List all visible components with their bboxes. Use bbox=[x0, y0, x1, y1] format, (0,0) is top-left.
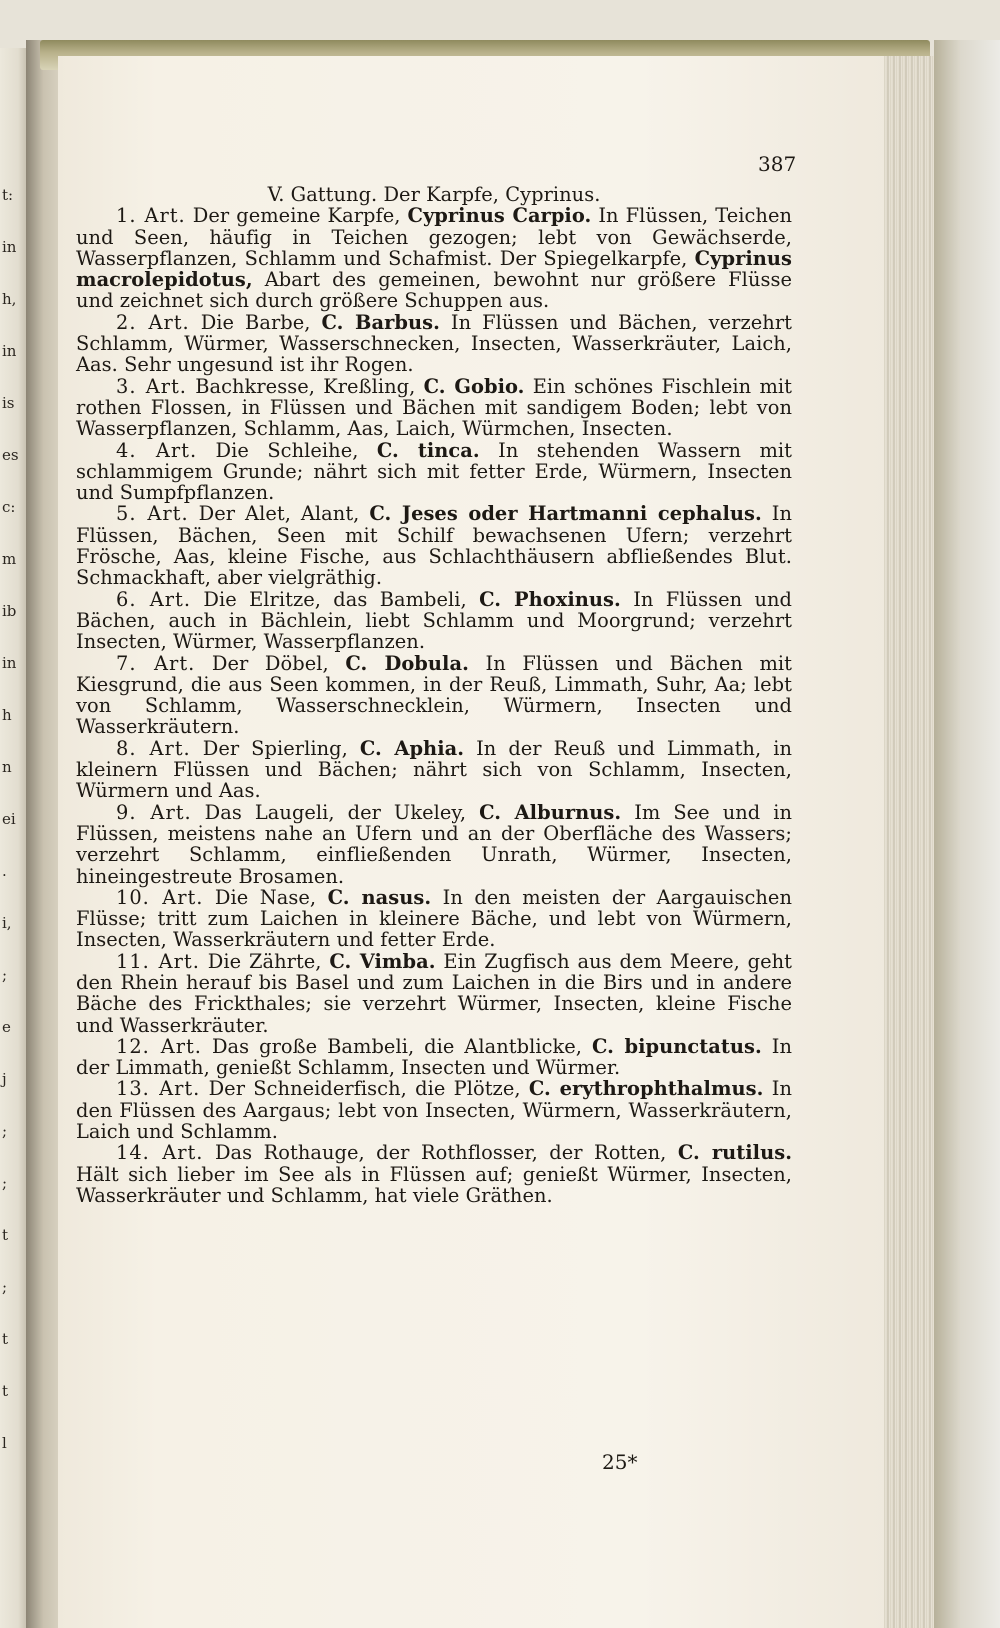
left-page-fragment: c: bbox=[2, 498, 16, 516]
latin-name: C. Alburnus. bbox=[479, 800, 622, 824]
latin-name: C. erythrophthalmus. bbox=[528, 1077, 764, 1101]
latin-name: C. Vimba. bbox=[329, 949, 436, 973]
species-name: Die Elritze, das Bambeli, bbox=[203, 587, 467, 611]
species-name: Der Schneiderfisch, die Plötze, bbox=[208, 1077, 521, 1101]
species-name: Die Zährte, bbox=[207, 949, 322, 973]
left-page-fragment: h bbox=[2, 706, 12, 724]
latin-name: C. Barbus. bbox=[321, 310, 440, 334]
article-paragraph bbox=[76, 887, 792, 951]
left-page-fragment: t bbox=[2, 1330, 9, 1348]
article-number: 9. Art. bbox=[116, 800, 192, 824]
article-list bbox=[76, 205, 792, 1206]
article-paragraph bbox=[76, 376, 792, 440]
article-paragraph bbox=[76, 738, 792, 802]
article-paragraph bbox=[76, 1142, 792, 1206]
article-paragraph bbox=[76, 440, 792, 504]
species-description: In Flüssen und Bächen, auch in Bächlein, liebt Schlamm und Moorgrund; verzehrt Insecten, Würmer, Wasserpflanzen. bbox=[76, 587, 793, 654]
species-description: In Flüssen, Bächen, Seen mit Schilf bewachsenen Ufern; verzehrt Frösche, Aas, kleine Fische, aus Schlachthäusern abfließendes Blut. Schmackhaft, aber vielgräthig. bbox=[76, 502, 792, 590]
page-number: 387 bbox=[758, 152, 797, 176]
species-name: Der Alet, Alant, bbox=[198, 502, 360, 526]
latin-name: C. Gobio. bbox=[423, 374, 525, 398]
article-paragraph bbox=[76, 503, 792, 588]
left-page-fragment: t bbox=[2, 1382, 9, 1400]
species-description: In Flüssen, Teichen und Seen, häufig in Teichen gezogen; lebt von Gewächserde, Wasserpflanzen, Schlamm und Schafmist. Der Spiegelkarpfe, bbox=[76, 204, 793, 270]
article-paragraph bbox=[76, 802, 792, 887]
species-name: Die Nase, bbox=[214, 885, 317, 909]
left-page-fragment: m bbox=[2, 550, 17, 568]
species-description: In der Reuß und Limmath, in kleinern Flüssen und Bächen; nährt sich von Schlamm, Insecten, Würmern und Aas. bbox=[76, 736, 792, 803]
left-page-fragment: ; bbox=[2, 966, 8, 984]
left-page-fragment: is bbox=[2, 394, 15, 412]
left-page-fragment: in bbox=[2, 238, 17, 256]
species-description: Ein Zugfisch aus dem Meere, geht den Rhein herauf bis Basel und zum Laichen in die Birs und in andere Bäche des Frickthales; sie verzehrt Würmer, Insecten, kleine Fische und Wasserkräuter. bbox=[76, 949, 793, 1037]
signature-mark: 25* bbox=[602, 1450, 638, 1474]
species-description: In den meisten der Aargauischen Flüsse; tritt zum Laichen in kleinere Bäche, und lebt von Würmern, Insecten, Wasserkräutern und fetter Erde. bbox=[76, 885, 792, 952]
left-page-fragment: ; bbox=[2, 1122, 8, 1140]
species-name: Der gemeine Karpfe, bbox=[192, 204, 401, 228]
article-number: 6. Art. bbox=[116, 587, 192, 611]
left-page-fragment: l bbox=[2, 1434, 7, 1452]
left-page-fragment: h, bbox=[2, 290, 17, 308]
article-paragraph bbox=[76, 951, 792, 1036]
left-page-fragment: j bbox=[2, 1070, 7, 1088]
left-page-fragment: in bbox=[2, 342, 17, 360]
left-page-fragment: n bbox=[2, 758, 12, 776]
species-description: In stehenden Wassern mit schlammigem Grunde; nährt sich mit fetter Erde, Würmern, Insecten und Sumpfpflanzen. bbox=[76, 438, 792, 505]
article-number: 13. Art. bbox=[116, 1077, 201, 1101]
species-name: Das große Bambeli, die Alantblicke, bbox=[211, 1034, 583, 1058]
species-description: In der Limmath, genießt Schlamm, Insecten und Würmer. bbox=[76, 1034, 793, 1080]
article-paragraph bbox=[76, 653, 792, 738]
latin-name: Cyprinus Carpio. bbox=[407, 204, 592, 228]
left-page-fragment: t: bbox=[2, 186, 14, 204]
article-paragraph bbox=[76, 589, 792, 653]
article-number: 4. Art. bbox=[116, 438, 198, 462]
genus-heading: V. Gattung. Der Karpfe, Cyprinus. bbox=[267, 183, 601, 206]
species-description: In Flüssen und Bächen mit Kiesgrund, die aus Seen kommen, in der Reuß, Limmath, Suhr, Aa; lebt von Schlamm, Wasserschnecklein, Würmern, Insecten und Wasserkräutern. bbox=[76, 651, 793, 739]
species-name: Das Rothauge, der Rothflosser, der Rotten, bbox=[214, 1141, 667, 1165]
species-description: In Flüssen und Bächen, verzehrt Schlamm, Würmer, Wasserschnecken, Insecten, Wasserkräuter, Laich, Aas. Sehr ungesund ist ihr Rogen. bbox=[76, 310, 792, 377]
species-name: Das Laugeli, der Ukeley, bbox=[204, 800, 467, 824]
species-description: Hält sich lieber im See als in Flüssen auf; genießt Würmer, Insecten, Wasserkräuter und Schlamm, hat viele Gräthen. bbox=[76, 1162, 792, 1207]
article-number: 7. Art. bbox=[116, 651, 196, 675]
left-page-fragment: ; bbox=[2, 1278, 8, 1296]
latin-name-secondary: Cyprinus macrolepidotus, bbox=[76, 246, 793, 292]
left-page-edge bbox=[0, 48, 26, 1628]
page-text bbox=[76, 184, 792, 1206]
latin-name: C. nasus. bbox=[327, 885, 432, 909]
article-number: 1. Art. bbox=[116, 204, 186, 228]
left-page-fragment: es bbox=[2, 446, 19, 464]
article-paragraph bbox=[76, 1078, 792, 1142]
left-page-fragment: ; bbox=[2, 1174, 8, 1192]
species-description: In den Flüssen des Aargaus; lebt von Insecten, Würmern, Wasserkräutern, Laich und Schlamm. bbox=[76, 1077, 792, 1144]
article-number: 12. Art. bbox=[116, 1034, 202, 1058]
article-paragraph bbox=[76, 205, 792, 311]
species-description: Im See und in Flüssen, meistens nahe an Ufern und an der Oberfläche des Wassers; verzehrt Schlamm, einfließenden Unrath, Würmer, Insecten, hineingestreute Brosamen. bbox=[76, 800, 793, 888]
latin-name: C. Jeses oder Hartmanni cephalus. bbox=[369, 502, 762, 526]
article-number: 11. Art. bbox=[116, 949, 200, 973]
left-page-fragment: in bbox=[2, 654, 17, 672]
article-number: 14. Art. bbox=[116, 1141, 204, 1165]
species-name: Der Döbel, bbox=[211, 651, 329, 675]
article-paragraph bbox=[76, 1036, 792, 1079]
left-page-fragment: e bbox=[2, 1018, 11, 1036]
page-fore-edge bbox=[884, 56, 934, 1628]
left-page-fragment: . bbox=[2, 862, 7, 880]
left-page-fragment: ib bbox=[2, 602, 17, 620]
species-name: Der Spierling, bbox=[202, 736, 348, 760]
left-page-fragment: t bbox=[2, 1226, 9, 1244]
species-name: Die Barbe, bbox=[200, 310, 311, 334]
left-page-fragment: ei bbox=[2, 810, 16, 828]
species-description: Ein schönes Fischlein mit rothen Flossen, in Flüssen und Bächen mit sandigem Boden; lebt von Wasserpflanzen, Schlamm, Aas, Laich, Würmchen, Insecten. bbox=[76, 374, 793, 441]
article-paragraph bbox=[76, 312, 792, 376]
latin-name: C. tinca. bbox=[376, 438, 480, 462]
latin-name: C. Dobula. bbox=[345, 651, 469, 675]
article-number: 8. Art. bbox=[116, 736, 191, 760]
latin-name: C. Phoxinus. bbox=[479, 587, 621, 611]
species-name: Bachkresse, Kreßling, bbox=[195, 374, 416, 398]
article-number: 3. Art. bbox=[116, 374, 187, 398]
latin-name: C. rutilus. bbox=[677, 1141, 793, 1165]
article-number: 2. Art. bbox=[116, 310, 190, 334]
latin-name: C. Aphia. bbox=[359, 736, 465, 760]
latin-name: C. bipunctatus. bbox=[592, 1034, 762, 1058]
background-surface bbox=[934, 40, 1000, 1628]
left-page-fragment: i, bbox=[2, 914, 12, 932]
species-description-secondary: Abart des gemeinen, bewohnt nur größere Flüsse und zeichnet sich durch größere Schuppen aus. bbox=[76, 268, 793, 313]
species-name: Die Schleihe, bbox=[215, 438, 359, 462]
article-number: 5. Art. bbox=[116, 502, 189, 526]
article-number: 10. Art. bbox=[116, 885, 204, 909]
